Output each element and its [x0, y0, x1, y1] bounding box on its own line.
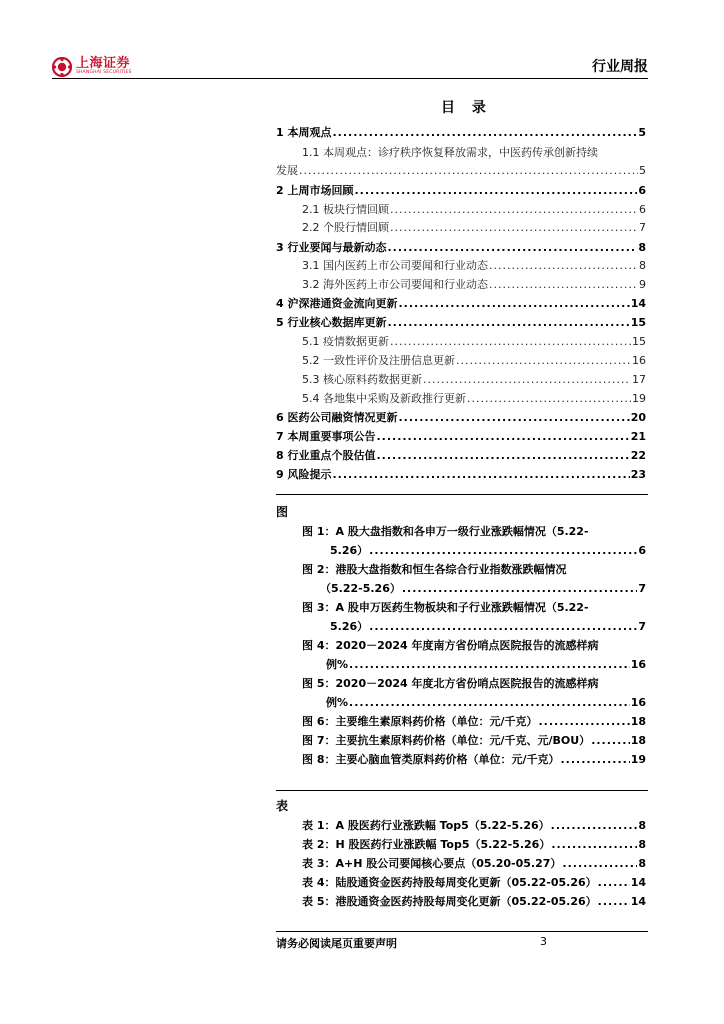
figure-entry[interactable]: 图 8：主要心脑血管类原料药价格（单位：元/千克） ..... 19: [302, 752, 646, 768]
figure-entry[interactable]: 5.26） ..... 6: [330, 543, 646, 559]
table-entry[interactable]: 表 1：A 股医药行业涨跌幅 Top5（5.22-5.26） ..... 8: [302, 818, 646, 834]
page-header: [52, 54, 648, 80]
figure-entry-label[interactable]: 图 4：2020－2024 年度南方省份哨点医院报告的流感样病: [302, 639, 599, 652]
figure-entry-label[interactable]: 图 1：A 股大盘指数和各申万一级行业涨跌幅情况（5.22-: [302, 525, 589, 538]
toc-entry[interactable]: 3.2 海外医药上市公司要闻和行业动态 ..... 9: [302, 277, 646, 293]
toc-entry[interactable]: 3 行业要闻与最新动态 ..... 8: [276, 240, 646, 256]
tables-heading: 表: [276, 799, 289, 813]
logo-english-name: SHANGHAI SECURITIES: [76, 70, 132, 75]
toc-entry[interactable]: 1 本周观点 ..... 5: [276, 125, 646, 141]
toc-entry[interactable]: 发展 ..... 5: [276, 163, 646, 179]
toc-title: 目 录: [441, 100, 492, 116]
header-divider: [52, 78, 648, 79]
figure-entry-label[interactable]: 图 3：A 股申万医药生物板块和子行业涨跌幅情况（5.22-: [302, 601, 589, 614]
toc-entry[interactable]: 5.1 疫情数据更新 ..... 15: [302, 334, 646, 350]
report-type-title: 行业周报: [592, 59, 648, 75]
table-entry[interactable]: 表 2：H 股医药行业涨跌幅 Top5（5.22-5.26） ..... 8: [302, 837, 646, 853]
toc-entry[interactable]: 7 本周重要事项公告 ..... 21: [276, 429, 646, 445]
toc-entry[interactable]: 5.3 核心原料药数据更新 ..... 17: [302, 372, 646, 388]
toc-entry[interactable]: 2.1 板块行情回顾 ..... 6: [302, 202, 646, 218]
company-logo: [52, 57, 132, 77]
toc-entry[interactable]: 6 医药公司融资情况更新 ..... 20: [276, 410, 646, 426]
table-entry[interactable]: 表 4：陆股通资金医药持股每周变化更新（05.22-05.26） ..... 14: [302, 875, 646, 891]
logo-chinese-name: 上海证券: [76, 56, 131, 71]
figures-divider: [276, 494, 648, 495]
figure-entry-label[interactable]: 图 2：港股大盘指数和恒生各综合行业指数涨跌幅情况: [302, 563, 567, 576]
toc-entry[interactable]: 3.1 国内医药上市公司要闻和行业动态 ..... 8: [302, 258, 646, 274]
tables-divider: [276, 790, 648, 791]
logo-mark-icon: [52, 57, 72, 77]
figure-entry[interactable]: 例% ..... 16: [326, 657, 646, 673]
table-entry[interactable]: 表 5：港股通资金医药持股每周变化更新（05.22-05.26） ..... 14: [302, 894, 646, 910]
figure-entry[interactable]: 例% ..... 16: [326, 695, 646, 711]
table-entry[interactable]: 表 3：A+H 股公司要闻核心要点（05.20-05.27） ..... 8: [302, 856, 646, 872]
figure-entry[interactable]: 图 6：主要维生素原料药价格（单位：元/千克） ..... 18: [302, 714, 646, 730]
toc-entry-label[interactable]: 1.1 本周观点：诊疗秩序恢复释放需求，中医药传承创新持续: [302, 146, 598, 159]
footer-divider: [276, 931, 648, 932]
toc-entry[interactable]: 5.4 各地集中采购及新政推行更新 ..... 19: [302, 391, 646, 407]
toc-entry[interactable]: 5.2 一致性评价及注册信息更新 ..... 16: [302, 353, 646, 369]
toc-entry[interactable]: 2.2 个股行情回顾 ..... 7: [302, 220, 646, 236]
figure-entry[interactable]: 5.26） ..... 7: [330, 619, 646, 635]
figure-entry[interactable]: 图 7：主要抗生素原料药价格（单位：元/千克、元/BOU） ..... 18: [302, 733, 646, 749]
toc-entry[interactable]: 2 上周市场回顾 ..... 6: [276, 183, 646, 199]
figure-entry[interactable]: （5.22-5.26） ..... 7: [320, 581, 646, 597]
footer-disclaimer: 请务必阅读尾页重要声明: [276, 937, 397, 950]
toc-entry[interactable]: 8 行业重点个股估值 ..... 22: [276, 448, 646, 464]
page-number: 3: [540, 935, 547, 948]
figures-heading: 图: [276, 505, 289, 519]
toc-entry[interactable]: 5 行业核心数据库更新 ..... 15: [276, 315, 646, 331]
figure-entry-label[interactable]: 图 5：2020－2024 年度北方省份哨点医院报告的流感样病: [302, 677, 599, 690]
toc-entry[interactable]: 9 风险提示 ..... 23: [276, 467, 646, 483]
toc-entry[interactable]: 4 沪深港通资金流向更新 ..... 14: [276, 296, 646, 312]
